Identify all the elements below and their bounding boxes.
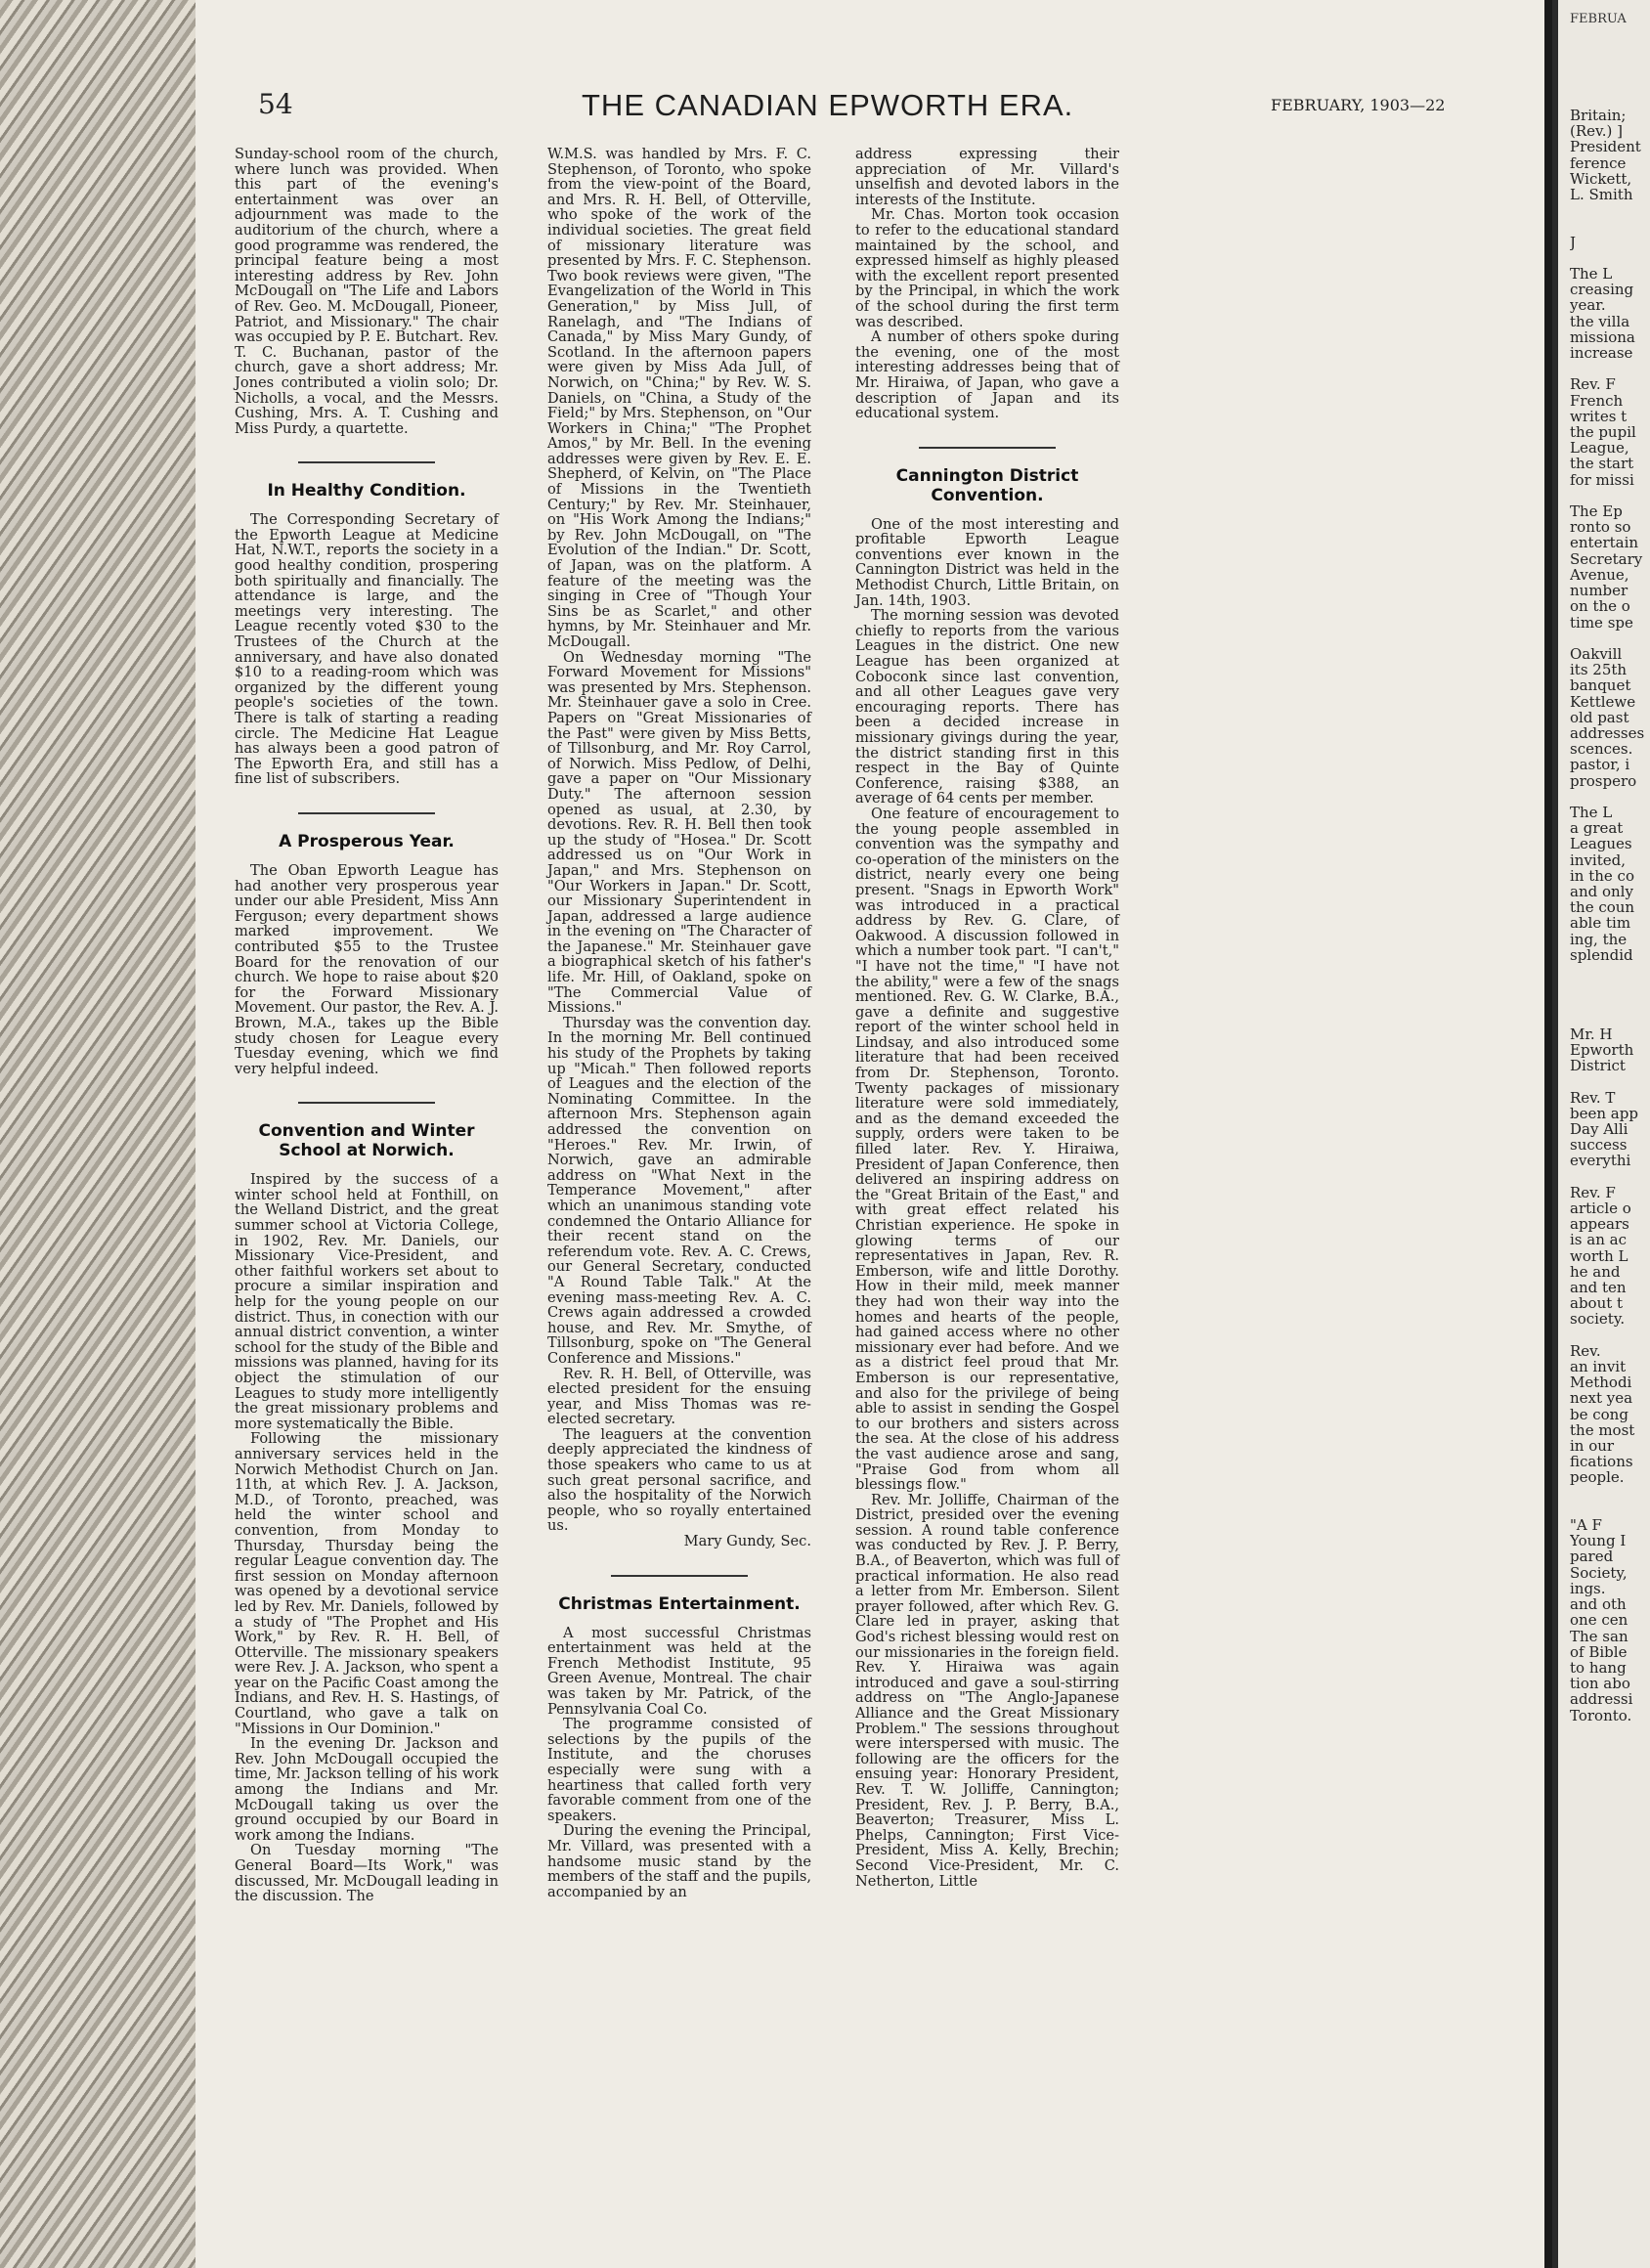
divider (298, 812, 435, 814)
article-heading: A Prosperous Year. (279, 831, 455, 851)
paragraph: In the evening Dr. Jackson and Rev. John McDougall occupied the time, Mr. Jackson telling of his work among the Indians and Mr. McDougall taking us over the ground occupied by our Board in work among the Indians. (235, 1735, 499, 1844)
paragraph: Mr. Chas. Morton took occasion to refer to the educational standard maintained by the school, and expressed himself as highly pleased with the excellent report presented by the Principal, in which the work of the school during the first term was described. (855, 206, 1119, 330)
facing-page-edge (1552, 0, 1650, 2268)
paragraph: Sunday-school room of the church, where lunch was provided. When this part of the evening's entertainment was over an adjournment was made to the auditorium of the church, where a good programme was rendered, the principal feature being a most interesting address by Rev. John McDougall on "The Life and Labors of Rev. Geo. M. McDougall, Pioneer, Patriot, and Missionary." The chair was occupied by P. E. Butchart. Rev. T. C. Buchanan, pastor of the church, gave a short address; Mr. Jones contributed a violin solo; Dr. Nicholls, a vocal, and the Messrs. Cushing, Mrs. A. T. Cushing and Miss Purdy, a quartette. (235, 146, 499, 437)
paragraph: On Tuesday morning "The General Board—Its Work," was discussed, Mr. McDougall leading in the discussion. The (235, 1842, 499, 1905)
paragraph: The programme consisted of selections by the pupils of the Institute, and the choruses especially were sung with a heartiness that called forth very favorable comment from one of the speakers. (547, 1716, 811, 1824)
paragraph: Rev. R. H. Bell, of Otterville, was elected president for the ensuing year, and Miss Thomas was re-elected secretary. (547, 1365, 811, 1428)
divider (919, 447, 1056, 449)
paragraph: The leaguers at the convention deeply appreciated the kindness of those speakers who came to us at such great personal sacrifice, and also the hospitality of the Norwich people, who so royally entertained us. (547, 1425, 811, 1535)
paragraph: address expressing their appreciation of Mr. Villard's unselfish and devoted labors in the interests of the Institute. (855, 146, 1119, 208)
article-heading: In Healthy Condition. (267, 481, 466, 502)
page-edge-left (0, 0, 195, 2268)
divider (298, 461, 435, 463)
paragraph: Following the missionary anniversary services held in the Norwich Methodist Church on Jan. 11th, at which Rev. J. A. Jackson, M.D., of Toronto, preached, was held the winter school and convention, from Monday to Thursday, Thursday being the regular League convention day. The first session on Monday afternoon was opened by a devotional service led by Rev. Mr. Daniels, followed by a study of "The Prophet and His Work," by Rev. R. H. Bell, of Otterville. The missionary speakers were Rev. J. A. Jackson, who spent a year on the Pacific Coast among the Indians, and Rev. H. S. Hastings, of Courtland, who gave a talk on "Missions in Our Dominion." (235, 1430, 499, 1737)
page-number: 54 (258, 88, 293, 120)
paragraph: The morning session was devoted chiefly to reports from the various Leagues in the district. One new League has been organized at Coboconk since last convention, and all other Leagues gave very encouraging reports. There has been a decided increase in missionary givings during the year, the district standing first in this respect in the Bay of Quinte Conference, raising $388, an average of 64 cents per member. (855, 607, 1119, 807)
paragraph: Inspired by the success of a winter school held at Fonthill, on the Welland District, and the great summer school at Victoria College, in 1902, Rev. Mr. Daniels, our Missionary Vice-President, and other faithful workers set about to procure a similar inspiration and help for the young people on our district. Thus, in conection with our annual district convention, a winter school for the study of the Bible and missions was planned, having for its object the stimulation of our Leagues to study more intelligently the great missionary problems and more systematically the Bible. (235, 1171, 499, 1432)
facing-page-running-head: FEBRUA (1570, 12, 1627, 26)
paragraph: A number of others spoke during the evening, one of the most interesting addresses being that of Mr. Hiraiwa, of Japan, who gave a description of Japan and its educational system. (855, 328, 1119, 422)
paragraph: W.M.S. was handled by Mrs. F. C. Stephenson, of Toronto, who spoke from the view-point of the Board, and Mrs. R. H. Bell, of Otterville, who spoke of the work of the individual societies. The great field of missionary literature was presented by Mrs. F. C. Stephenson. Two book reviews were given, "The Evangelization of the World in This Generation," by Miss Jull, of Ranelagh, and "The Indians of Canada," by Miss Mary Gundy, of Scotland. In the afternoon papers were given by Miss Ada Jull, of Norwich, on "China;" by Rev. W. S. Daniels, on "China, a Study of the Field;" by Mrs. Stephenson, on "Our Workers in China;" "The Prophet Amos," by Mr. Bell. In the evening addresses were given by Rev. E. E. Shepherd, of Kelvin, on "The Place of Missions in the Twentieth Century;" by Rev. Mr. Steinhauer, on "His Work Among the Indians;" by Rev. John McDougall, on "The Evolution of the Indian." Dr. Scott, of Japan, was on the platform. A feature of the meeting was the singing in Cree of "Though Your Sins be as Scarlet," and other hymns, by Mr. Steinhauer and Mr. McDougall. (547, 146, 811, 650)
column-3 (855, 147, 1119, 1889)
paragraph: During the evening the Principal, Mr. Villard, was presented with a handsome music stand by the members of the staff and the pupils, accompanied by an (547, 1822, 811, 1900)
article-heading: Christmas Entertainment. (558, 1593, 801, 1614)
facing-page-text: Britain; (Rev.) ] President ference Wickett, L. Smith J The L creasing year. the villa missiona increase Rev. F French writes t the pupil League, the start for missi The Ep ronto so entertain Secretary Avenue, number on the o time spe Oakvill its 25th banquet Kettlewe old past addresses scences. pastor, i prospero The L a great Leagues invited, in the co and only the coun able tim ing, the splendid Mr. H Epworth District Rev. T been app Day Alli success everythi Rev. F article o appears is an ac worth L he and and ten about t society. Rev. an invit Methodi next yea be cong the most in our fications people. "A F Young I pared Society, ings. and oth one cen The san of Bible to hang tion abo addressi Toronto. (1570, 108, 1645, 1723)
paragraph: Thursday was the convention day. In the morning Mr. Bell continued his study of the Prophets by taking up "Micah." Then followed reports of Leagues and the election of the Nominating Committee. In the afternoon Mrs. Stephenson again addressed the convention on "Heroes." Rev. Mr. Irwin, of Norwich, gave an admirable address on "What Next in the Temperance Movement," after which an unanimous standing vote condemned the Ontario Alliance for their recent stand on the referendum vote. Rev. A. C. Crews, our General Secretary, conducted "A Round Table Talk." At the evening mass-meeting Rev. A. C. Crews again addressed a crowded house, and Rev. Mr. Smythe, of Tillsonburg, spoke on "The General Conference and Missions." (547, 1014, 811, 1367)
page-header (195, 88, 1544, 127)
paragraph: On Wednesday morning "The Forward Movement for Missions" was presented by Mrs. Stephenson. Mr. Steinhauer gave a solo in Cree. Papers on "Great Missionaries of the Past" were given by Miss Betts, of Tillsonburg, and Mr. Roy Carrol, of Norwich. Miss Pedlow, of Delhi, gave a paper on "Our Missionary Duty." The afternoon session opened as usual, at 2.30, by devotions. Rev. R. H. Bell then took up the study of "Hosea." Dr. Scott addressed us on "Our Work in Japan," and Mrs. Stephenson on "Our Workers in Japan." Dr. Scott, our Missionary Superintendent in Japan, addressed a large audience in the evening on "The Character of the Japanese." Mr. Steinhauer gave a biographical sketch of his father's life. Mr. Hill, of Oakland, spoke on "The Commercial Value of Missions." (547, 648, 811, 1017)
column-1 (235, 147, 499, 1904)
paragraph: The Oban Epworth League has had another very prosperous year under our able President, Miss Ann Ferguson; every department shows marked improvement. We contributed $55 to the Trustee Board for the renovation of our church. We hope to raise about $20 for the Forward Missionary Movement. Our pastor, the Rev. A. J. Brown, M.A., takes up the Bible study chosen for League every Tuesday evening, which we find very helpful indeed. (235, 861, 499, 1077)
paragraph: One feature of encouragement to the young people assembled in convention was the sympathy and co-operation of the ministers on the district, nearly every one being present. "Snags in Epworth Work" was introduced in a practical address by Rev. G. Clare, of Oakwood. A discussion followed in which a number took part. "I can't," "I have not the time," "I have not the ability," were a few of the snags mentioned. Rev. G. W. Clarke, B.A., gave a definite and suggestive report of the winter school held in Lindsay, and also introduced some literature that had been received from Dr. Stephenson, Toronto. Twenty packages of missionary literature were sold immediately, and as the demand exceeded the supply, orders were taken to be filled later. Rev. Y. Hiraiwa, President of Japan Conference, then delivered an inspiring address on the "Great Britain of the East," and with great effect related his Christian experience. He spoke in glowing terms of our representatives in Japan, Rev. R. Emberson, wife and little Dorothy. How in their mild, meek manner they had won their way into the homes and hearts of the people, had gained access where no other missionary ever had before. And we as a district feel proud that Mr. Emberson is our representative, and also for the privilege of being able to assist in sending the Gospel to our brothers and sisters across the sea. At the close of his address the vast audience arose and sang, "Praise God from whom all blessings flow." (855, 805, 1119, 1494)
paragraph: A most successful Christmas entertainment was held at the French Methodist Institute, 95 Green Avenue, Montreal. The chair was taken by Mr. Patrick, of the Pennsylvania Coal Co. (547, 1624, 811, 1718)
column-2 (547, 147, 811, 1899)
issue-date: FEBRUARY, 1903—22 (1271, 96, 1446, 114)
masthead-title: THE CANADIAN EPWORTH ERA. (582, 88, 1074, 122)
divider (611, 1575, 748, 1577)
paragraph: Rev. Mr. Jolliffe, Chairman of the District, presided over the evening session. A round table conference was conducted by Rev. J. P. Berry, B.A., of Beaverton, which was full of practical information. He also read a letter from Mr. Emberson. Silent prayer followed, after which Rev. G. Clare led in prayer, asking that God's richest blessing would rest on our missionaries in the foreign field. Rev. Y. Hiraiwa was again introduced and gave a soul-stirring address on "The Anglo-Japanese Alliance and the Great Missionary Problem." The sessions throughout were interspersed with music. The following are the officers for the ensuing year: Honorary President, Rev. T. W. Jolliffe, Cannington; President, Rev. J. P. Berry, B.A., Beaverton; Treasurer, Miss L. Phelps, Cannington; First Vice-President, Miss A. Kelly, Brechin; Second Vice-President, Mr. C. Netherton, Little (855, 1491, 1119, 1890)
article-heading: Cannington District Convention. (895, 465, 1079, 505)
newspaper-page (195, 0, 1544, 2268)
signature: Mary Gundy, Sec. (683, 1533, 811, 1550)
divider (298, 1102, 435, 1104)
paragraph: One of the most interesting and profitable Epworth League conventions ever known in the Cannington District was held in the Methodist Church, Little Britain, on Jan. 14th, 1903. (855, 515, 1119, 609)
article-heading: Convention and Winter School at Norwich. (258, 1121, 475, 1161)
gutter (1552, 0, 1558, 2268)
paragraph: The Corresponding Secretary of the Epworth League at Medicine Hat, N.W.T., reports the society in a good healthy condition, prospering both spiritually and financially. The attendance is large, and the meetings very interesting. The League recently voted $30 to the Trustees of the Church at the anniversary, and have also donated $10 to a reading-room which was organized by the different young people's societies of the town. There is talk of starting a reading circle. The Medicine Hat League has always been a good patron of The Epworth Era, and still has a fine list of subscribers. (235, 511, 499, 788)
